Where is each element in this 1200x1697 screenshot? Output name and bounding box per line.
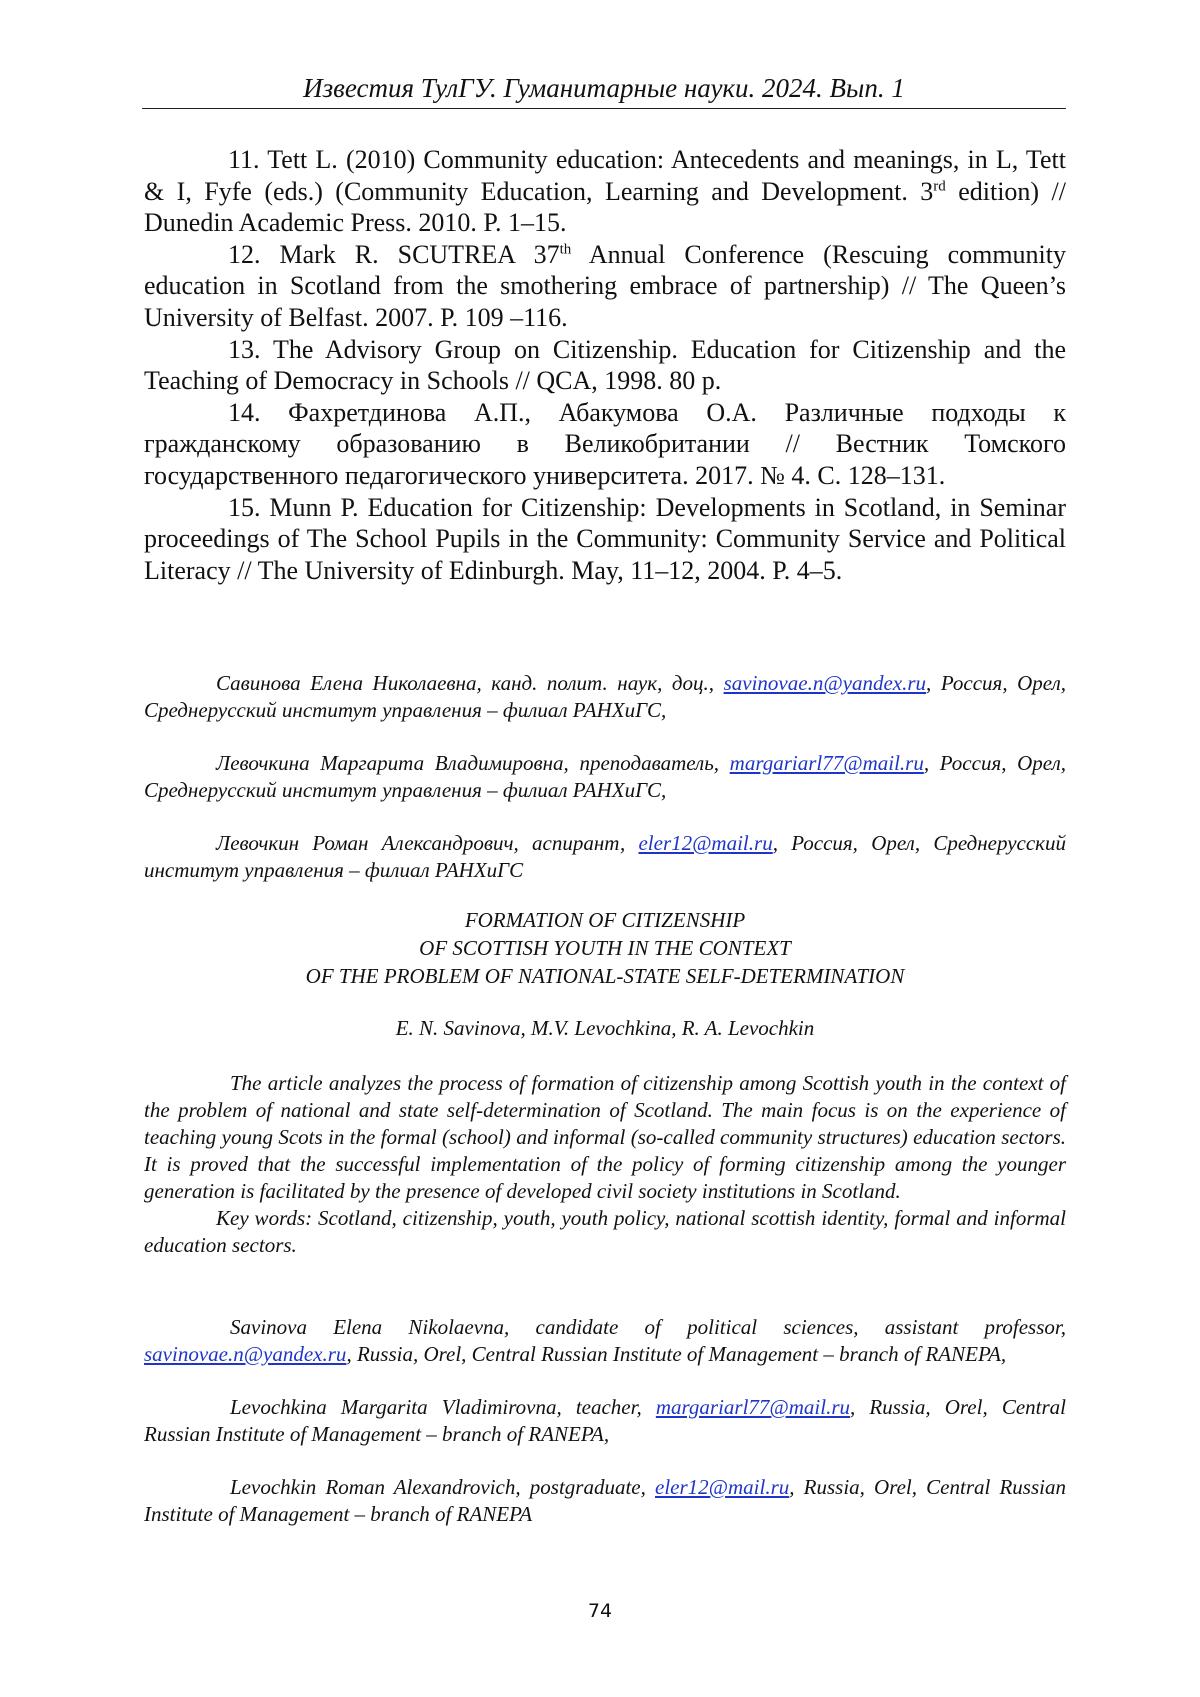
- email-link[interactable]: margariarl77@mail.ru: [655, 1395, 850, 1419]
- author-entry: Савинова Елена Николаевна, канд. полит. наук, доц., savinovae.n@yandex.ru, Россия, Орел, Среднерусский институт управления – филиал РАНХиГС,: [144, 671, 1066, 722]
- author-info-en: [144, 1314, 1066, 1554]
- abstract: [144, 1070, 1066, 1259]
- author-entry: Savinova Elena Nikolaevna, candidate of political sciences, assistant professor, savinovae.n@yandex.ru, Russia, Orel, Central Russian Institute of Management – branch of RANEPA,: [144, 1315, 1066, 1366]
- superscript: th: [559, 241, 572, 258]
- author-entry: Левочкина Маргарита Владимировна, преподаватель, margariarl77@mail.ru, Россия, Орел, Среднерусский институт управления – филиал РАНХиГС,: [144, 751, 1066, 802]
- reference-item: 14. Фахретдинова А.П., Абакумова О.А. Различные подходы к гражданскому образованию в Великобритании // Вестник Томского государственного педагогического университета. 2017. № 4. С. 128–131.: [144, 397, 1066, 490]
- article-title-en: [144, 906, 1066, 990]
- email-link[interactable]: savinovae.n@yandex.ru: [144, 1342, 347, 1366]
- email-link[interactable]: eler12@mail.ru: [655, 1475, 790, 1499]
- author-names-en: E. N. Savinova, M.V. Levochkina, R. A. Levochkin: [395, 1016, 815, 1040]
- title-line: OF THE PROBLEM OF NATIONAL-STATE SELF-DETERMINATION: [305, 964, 905, 988]
- author-info-ru: [144, 670, 1066, 910]
- header-rule: [142, 108, 1066, 109]
- reference-item: 15. Munn P. Education for Citizenship: Developments in Scotland, in Seminar proceedings of The School Pupils in the Community: Community Service and Political Literacy // The University of Edinburgh. May, 11–12, 2004. P. 4–5.: [144, 492, 1066, 585]
- reference-list: [144, 144, 1066, 586]
- superscript: rd: [933, 177, 946, 194]
- keywords: Key words: Scotland, citizenship, youth, youth policy, national scottish identity, formal and informal education sectors.: [144, 1206, 1066, 1257]
- email-link[interactable]: savinovae.n@yandex.ru: [723, 671, 927, 695]
- title-line: OF SCOTTISH YOUTH IN THE CONTEXT: [419, 936, 791, 960]
- author-entry: Levochkina Margarita Vladimirovna, teacher, margariarl77@mail.ru, Russia, Orel, Central Russian Institute of Management – branch of RANEPA,: [144, 1395, 1066, 1446]
- reference-item: 12. Mark R. SCUTREA 37th Annual Conference (Rescuing community education in Scotland from the smothering embrace of partnership) // The Queen’s University of Belfast. 2007. P. 109 –116.: [144, 239, 1067, 332]
- author-entry: Левочкин Роман Александрович, аспирант, eler12@mail.ru, Россия, Орел, Среднерусский институт управления – филиал РАНХиГС: [144, 831, 1066, 882]
- abstract-text: The article analyzes the process of formation of citizenship among Scottish youth in the context of the problem of national and state self-determination of Scotland. The main focus is on the experience of teaching young Scots in the formal (school) and informal (so-called community structures) education sectors. It is proved that the successful implementation of the policy of forming citizenship among the younger generation is facilitated by the presence of developed civil society institutions in Scotland.: [144, 1071, 1066, 1203]
- page-number: 74: [587, 1600, 613, 1622]
- author-entry: Levochkin Roman Alexandrovich, postgraduate, eler12@mail.ru, Russia, Orel, Central Russian Institute of Management – branch of RANEPA: [144, 1475, 1066, 1526]
- title-line: FORMATION OF CITIZENSHIP: [464, 908, 746, 932]
- running-header: Известия ТулГУ. Гуманитарные науки. 2024. Вып. 1: [303, 73, 905, 103]
- email-link[interactable]: eler12@mail.ru: [638, 831, 773, 855]
- email-link[interactable]: margariarl77@mail.ru: [729, 751, 924, 775]
- reference-item: 11. Tett L. (2010) Community education: Antecedents and meanings, in L, Tett & I, Fyfe (eds.) (Community Education, Learning and Development. 3rd edition) // Dunedin Academic Press. 2010. P. 1–15.: [144, 145, 1066, 238]
- reference-item: 13. The Advisory Group on Citizenship. Education for Citizenship and the Teaching of Democracy in Schools // QCA, 1998. 80 p.: [144, 334, 1066, 396]
